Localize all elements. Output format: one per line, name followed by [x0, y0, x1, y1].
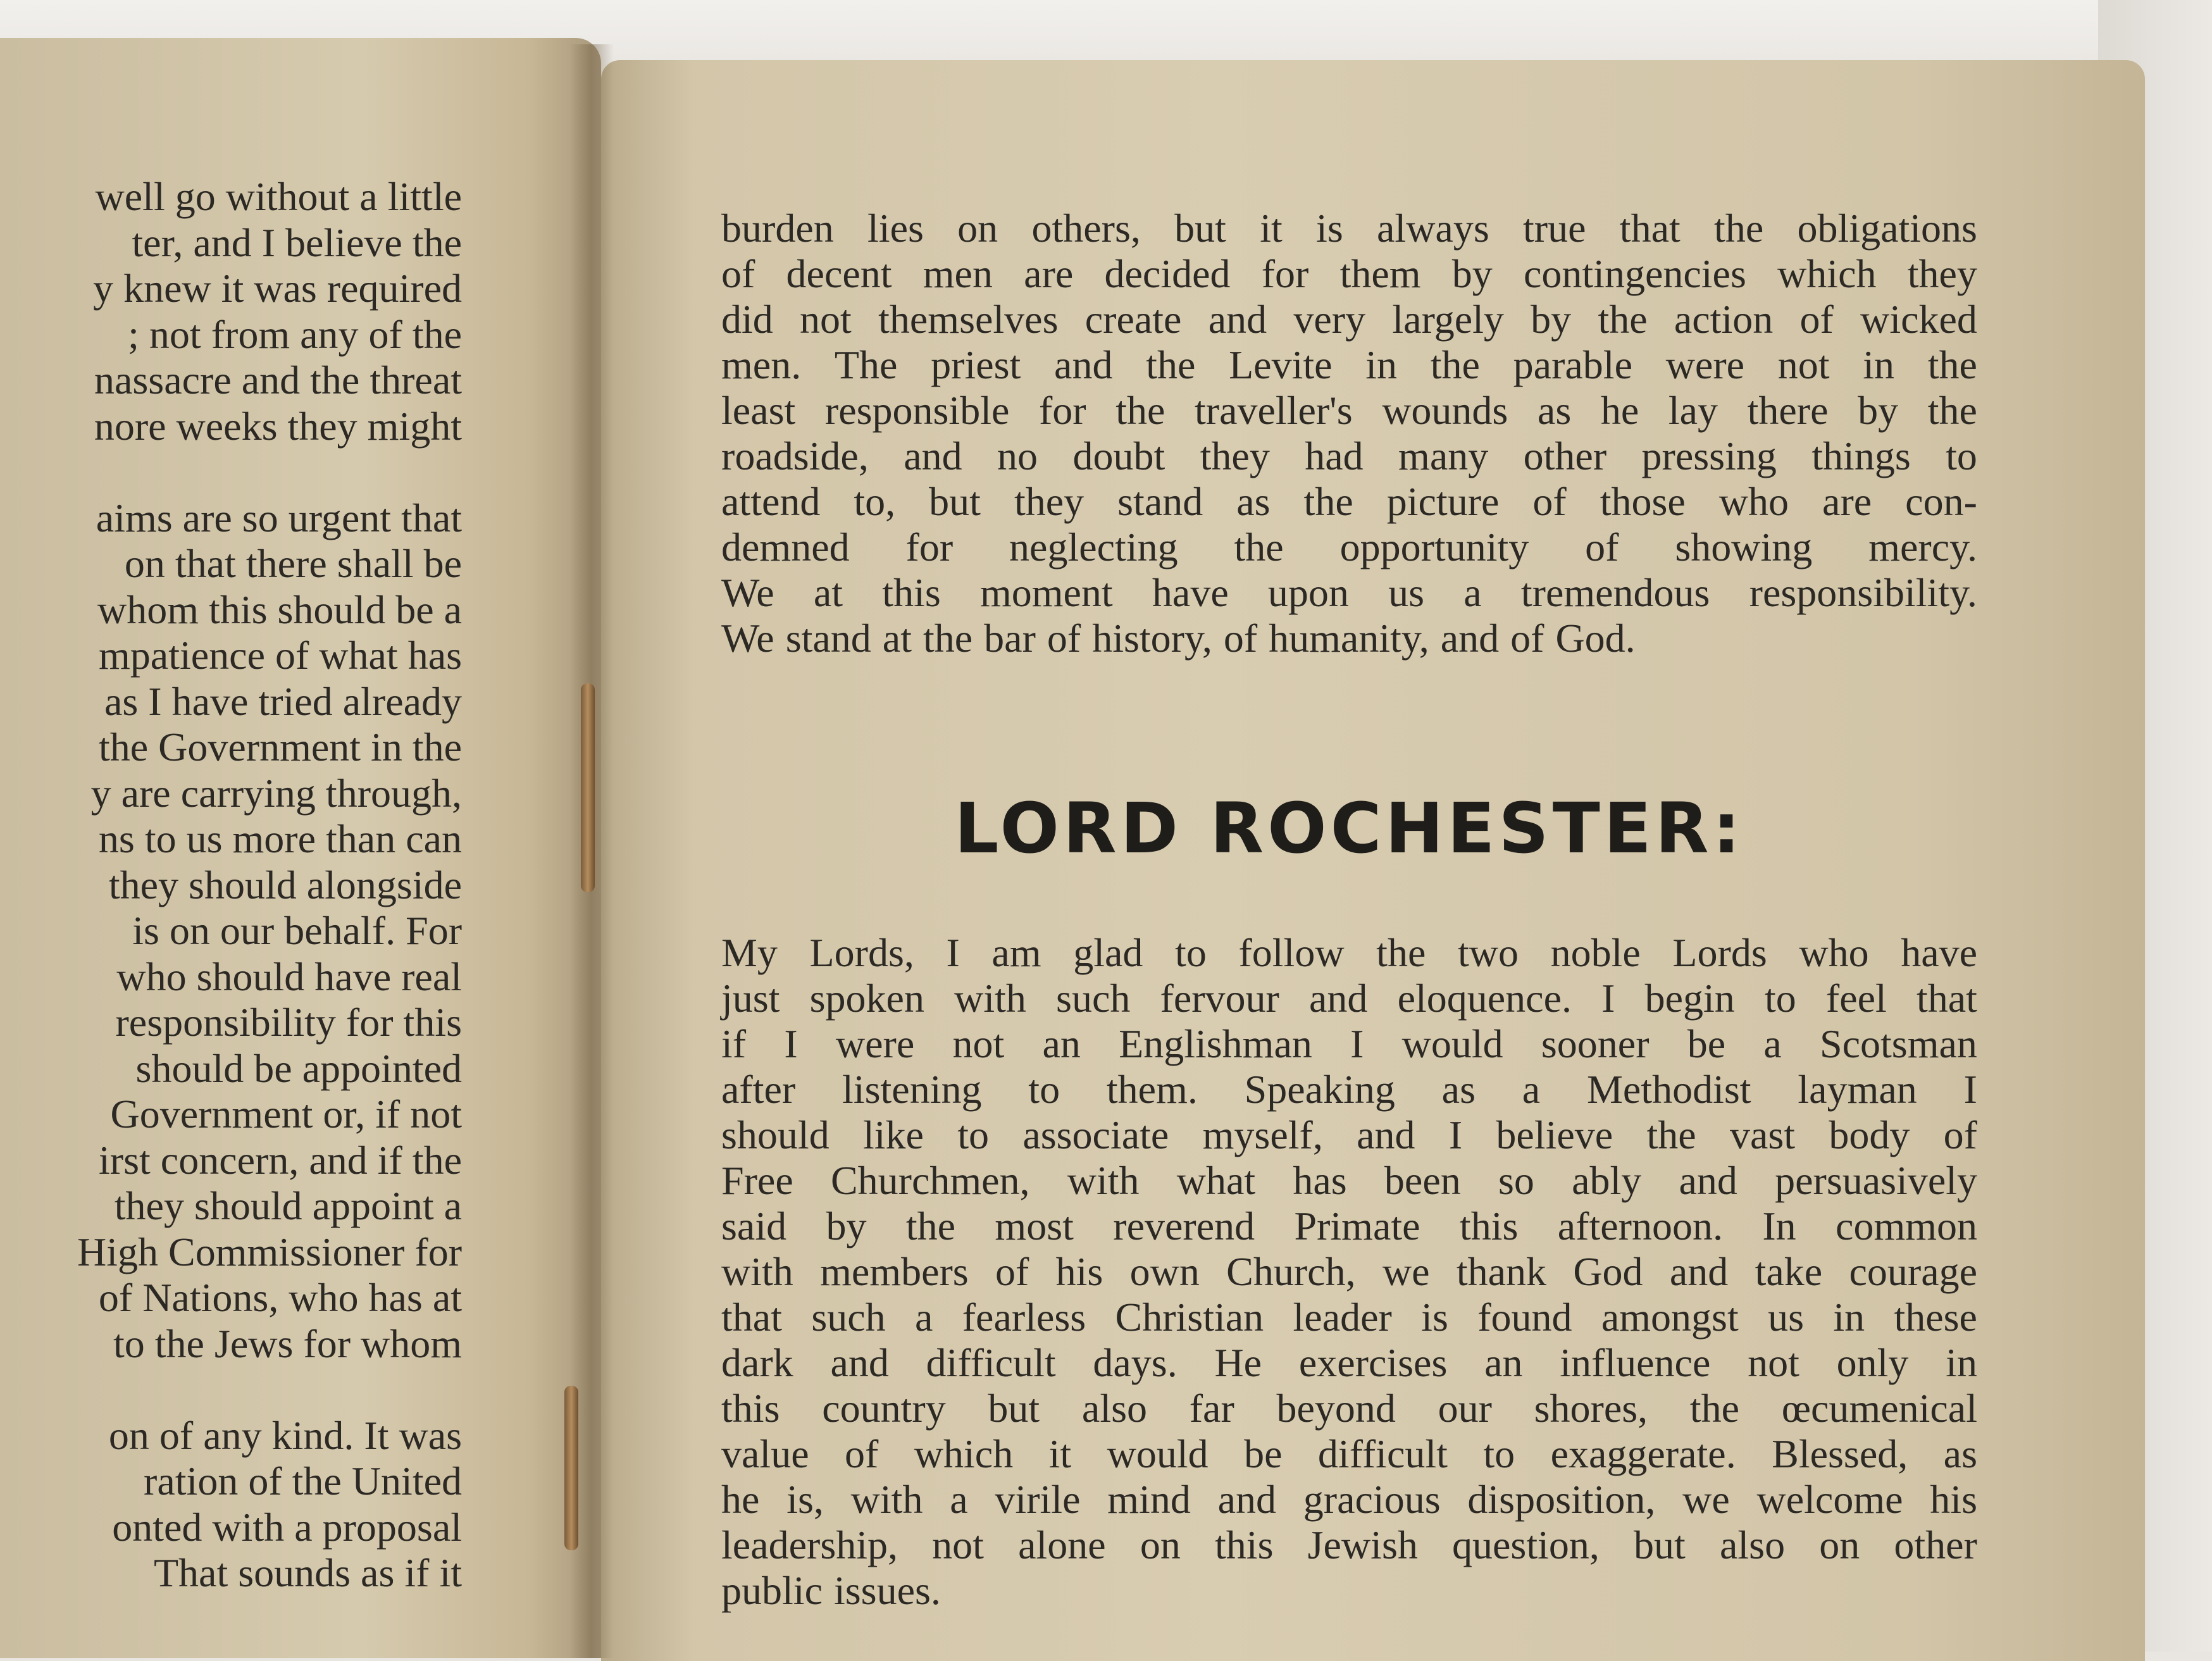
left-page — [0, 38, 601, 1658]
left-page-text — [0, 174, 462, 1596]
left-page-line: irst concern, and if the — [99, 1137, 462, 1183]
text-line: with members of his own Church, we thank God and take courage — [721, 1249, 1977, 1294]
left-page-line: ns to us more than can — [98, 816, 462, 861]
left-page-line: responsibility for this — [115, 1000, 462, 1045]
left-page-line: who should have real — [116, 954, 462, 999]
text-line: Free Churchmen, with what has been so ably and persuasively — [721, 1158, 1977, 1203]
text-line: said by the most reverend Primate this afternoon. In common — [721, 1204, 1977, 1248]
left-page-line: whom this should be a — [97, 587, 462, 632]
text-line: of decent men are decided for them by contingencies which they — [721, 251, 1977, 296]
speech-paragraph — [721, 930, 1977, 1614]
left-page-line — [0, 449, 462, 495]
text-line: dark and difficult days. He exercises an influence not only in — [721, 1340, 1977, 1385]
left-page-line: That sounds as if it — [153, 1550, 462, 1595]
left-page-line: should be appointed — [135, 1045, 462, 1091]
text-line: attend to, but they stand as the picture of those who are con- — [721, 479, 1977, 524]
left-page-line: y knew it was required — [93, 266, 462, 311]
left-page-line: mpatience of what has — [99, 633, 462, 678]
left-page-line: nore weeks they might — [94, 403, 462, 449]
left-page-line: ; not from any of the — [128, 311, 462, 357]
staple-bottom — [564, 1386, 578, 1550]
left-page-line: Government or, if not — [110, 1092, 462, 1136]
text-line: We at this moment have upon us a tremendous responsibility. — [721, 570, 1977, 615]
left-page-line: well go without a little — [95, 174, 462, 219]
text-line: demned for neglecting the opportunity of showing mercy. — [721, 525, 1977, 569]
text-line: men. The priest and the Levite in the parable were not in the — [721, 342, 1977, 387]
text-line: this country but also far beyond our shores, the œcumenical — [721, 1386, 1977, 1431]
text-line: We stand at the bar of history, of humanity, and of God. — [721, 616, 1636, 661]
left-page-line: ter, and I believe the — [132, 220, 462, 265]
left-page-line — [0, 1367, 462, 1413]
text-line: public issues. — [721, 1568, 941, 1613]
text-line: just spoken with such fervour and eloquence. I begin to feel that — [721, 976, 1977, 1021]
left-page-line: onted with a proposal — [112, 1504, 462, 1550]
text-line: he is, with a virile mind and gracious disposition, we welcome his — [721, 1477, 1977, 1522]
text-line: least responsible for the traveller's wounds as he lay there by the — [721, 388, 1977, 433]
text-line: after listening to them. Speaking as a Methodist layman I — [721, 1067, 1977, 1112]
left-page-line: y are carrying through, — [90, 770, 462, 816]
left-page-line: the Government in the — [98, 725, 462, 769]
text-line: value of which it would be difficult to exaggerate. Blessed, as — [721, 1431, 1977, 1476]
text-line: that such a fearless Christian leader is found amongst us in these — [721, 1295, 1977, 1340]
staple-top — [581, 683, 595, 892]
text-line: leadership, not alone on this Jewish question, but also on other — [721, 1522, 1977, 1567]
text-line: burden lies on others, but it is always true that the obligations — [721, 206, 1977, 251]
text-line: roadside, and no doubt they had many other pressing things to — [721, 433, 1977, 478]
text-line: should like to associate myself, and I believe the vast body of — [721, 1112, 1977, 1157]
left-page-line: is on our behalf. For — [132, 908, 462, 953]
left-page-line: of Nations, who has at — [98, 1275, 462, 1320]
left-page-line: nassacre and the threat — [94, 358, 462, 402]
left-page-line: they should appoint a — [114, 1183, 462, 1228]
left-page-line: ration of the United — [144, 1459, 462, 1503]
speaker-heading: LORD ROCHESTER: — [954, 788, 1744, 869]
text-line: My Lords, I am glad to follow the two noble Lords who have — [721, 930, 1977, 975]
left-page-line: on of any kind. It was — [108, 1412, 462, 1458]
text-line: if I were not an Englishman I would sooner be a Scotsman — [721, 1021, 1977, 1066]
left-page-line: they should alongside — [108, 862, 462, 907]
left-page-line: aims are so urgent that — [96, 495, 462, 540]
closing-paragraph — [721, 206, 1977, 661]
left-page-line: High Commissioner for — [77, 1229, 462, 1274]
text-line: did not themselves create and very largely by the action of wicked — [721, 297, 1977, 342]
left-page-line: on that there shall be — [124, 541, 462, 586]
left-page-line: as I have tried already — [104, 678, 462, 724]
left-page-line: to the Jews for whom — [113, 1321, 462, 1366]
